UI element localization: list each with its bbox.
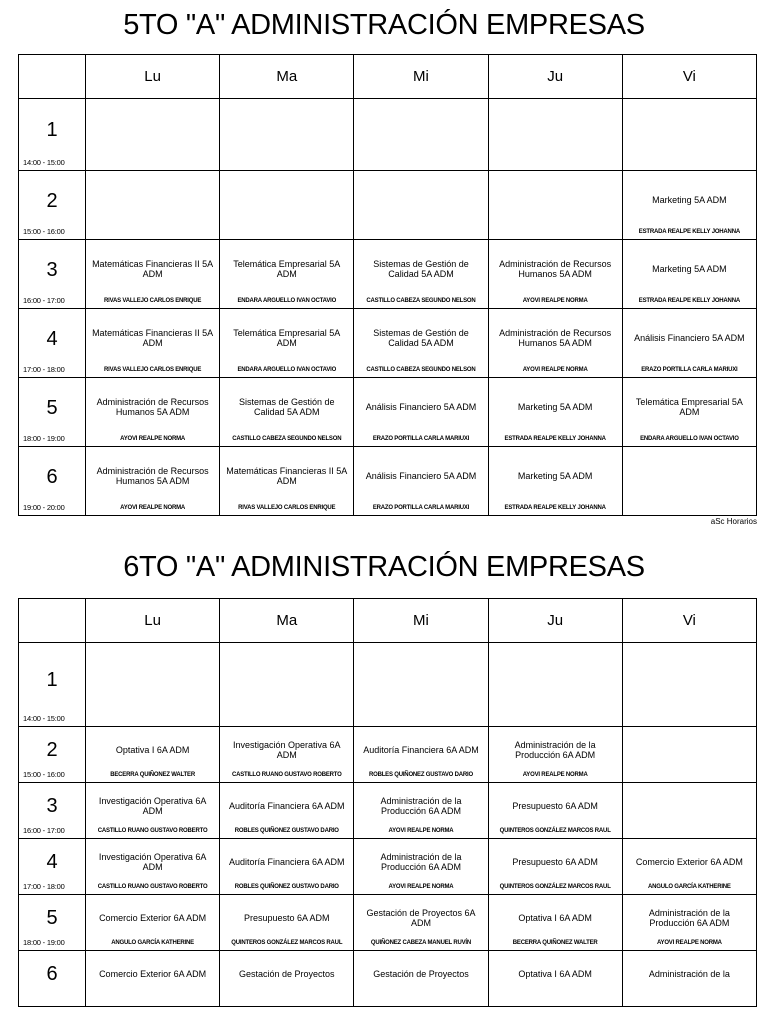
class-cell bbox=[354, 309, 488, 378]
period-cell bbox=[19, 783, 86, 839]
class-cell bbox=[354, 378, 488, 447]
teacher-label: AYOVI REALPE NORMA bbox=[120, 436, 186, 442]
subject-label: Optativa I 6A ADM bbox=[518, 912, 592, 923]
subject-label: Comercio Exterior 6A ADM bbox=[99, 968, 207, 979]
period-cell bbox=[19, 309, 86, 378]
period-time: 18:00 - 19:00 bbox=[23, 938, 65, 947]
subject-label: Investigación Operativa 6A ADM bbox=[98, 795, 207, 816]
teacher-label: QUIÑONEZ CABEZA MANUEL RUVÍN bbox=[370, 940, 471, 946]
class-cell bbox=[86, 99, 220, 171]
class-cell bbox=[220, 99, 354, 171]
class-cell bbox=[488, 171, 622, 240]
schedule-title: 6TO "A" ADMINISTRACIÓN EMPRESAS bbox=[123, 551, 645, 583]
period-number: 1 bbox=[46, 119, 58, 141]
subject-label: Administración de Recursos Humanos 5A ADM bbox=[499, 259, 612, 279]
table-row bbox=[19, 240, 757, 309]
class-cell bbox=[622, 839, 756, 895]
teacher-label: ENDARA ARGUELLO IVAN OCTAVIO bbox=[640, 436, 739, 442]
teacher-label: ANGULO GARCÍA KATHERINE bbox=[111, 940, 194, 946]
corner-cell bbox=[19, 599, 86, 643]
period-time: 16:00 - 17:00 bbox=[23, 826, 65, 835]
class-cell bbox=[354, 171, 488, 240]
subject-label: Administración de la Producción 6A ADM bbox=[514, 739, 596, 760]
table-row bbox=[19, 951, 757, 1007]
class-cell bbox=[488, 783, 622, 839]
teacher-label: CASTILLO RUANO GUSTAVO ROBERTO bbox=[231, 772, 342, 778]
class-cell bbox=[488, 727, 622, 783]
class-cell bbox=[86, 783, 220, 839]
class-cell bbox=[354, 839, 488, 895]
class-cell bbox=[86, 309, 220, 378]
subject-label: Comercio Exterior 6A ADM bbox=[99, 912, 207, 923]
teacher-label: ERAZO PORTILLA CARLA MARIUXI bbox=[372, 436, 470, 442]
teacher-label: RIVAS VALLEJO CARLOS ENRIQUE bbox=[238, 505, 336, 511]
teacher-label: AYOVI REALPE NORMA bbox=[388, 884, 454, 890]
subject-label: Auditoría Financiera 6A ADM bbox=[229, 856, 345, 867]
class-cell bbox=[220, 643, 354, 727]
teacher-label: ESTRADA REALPE KELLY JOHANNA bbox=[504, 505, 606, 511]
day-header: Ju bbox=[488, 599, 622, 643]
class-cell bbox=[622, 895, 756, 951]
teacher-label: AYOVI REALPE NORMA bbox=[656, 940, 722, 946]
teacher-label: ERAZO PORTILLA CARLA MARIUXI bbox=[641, 367, 738, 373]
class-cell bbox=[622, 240, 756, 309]
subject-label: Telemática Empresarial 5A ADM bbox=[635, 397, 743, 417]
day-header: Ju bbox=[488, 55, 622, 99]
class-cell bbox=[220, 309, 354, 378]
table-row bbox=[19, 171, 757, 240]
teacher-label: QUINTEROS GONZÁLEZ MARCOS RAUL bbox=[499, 828, 611, 834]
class-cell bbox=[86, 727, 220, 783]
teacher-label: ERAZO PORTILLA CARLA MARIUXI bbox=[372, 505, 470, 511]
subject-label: Administración de la Producción 6A ADM bbox=[380, 795, 462, 816]
class-cell bbox=[86, 951, 220, 1007]
class-cell bbox=[86, 171, 220, 240]
class-cell bbox=[354, 951, 488, 1007]
subject-label: Análisis Financiero 5A ADM bbox=[365, 471, 477, 481]
subject-label: Presupuesto 6A ADM bbox=[512, 800, 598, 811]
footer-credit: aSc Horarios bbox=[710, 517, 757, 526]
subject-label: Administración de Recursos Humanos 5A ADM bbox=[96, 397, 209, 417]
period-number: 5 bbox=[46, 396, 58, 419]
day-header: Mi bbox=[354, 599, 488, 643]
teacher-label: AYOVI REALPE NORMA bbox=[388, 828, 454, 834]
period-cell bbox=[19, 727, 86, 783]
subject-label: Marketing 5A ADM bbox=[517, 471, 593, 481]
day-header: Ma bbox=[220, 599, 354, 643]
period-number: 2 bbox=[46, 739, 58, 761]
subject-label: Auditoría Financiera 6A ADM bbox=[363, 744, 479, 755]
day-header: Mi bbox=[354, 55, 488, 99]
teacher-label: BECERRA QUIÑONEZ WALTER bbox=[512, 940, 598, 946]
subject-label: Administración de Recursos Humanos 5A ADM bbox=[499, 328, 612, 348]
period-cell bbox=[19, 447, 86, 516]
corner-cell bbox=[19, 55, 86, 99]
teacher-label: ESTRADA REALPE KELLY JOHANNA bbox=[638, 298, 740, 304]
class-cell bbox=[354, 783, 488, 839]
class-cell bbox=[622, 643, 756, 727]
teacher-label: ESTRADA REALPE KELLY JOHANNA bbox=[638, 229, 740, 235]
subject-label: Sistemas de Gestión de Calidad 5A ADM bbox=[373, 328, 469, 348]
class-cell bbox=[622, 783, 756, 839]
period-cell bbox=[19, 643, 86, 727]
day-header: Vi bbox=[622, 55, 756, 99]
teacher-label: CASTILLO CABEZA SEGUNDO NELSON bbox=[232, 436, 342, 442]
teacher-label: QUINTEROS GONZÁLEZ MARCOS RAUL bbox=[231, 940, 343, 946]
subject-label: Administración de la Producción 6A ADM bbox=[380, 851, 462, 872]
teacher-label: AYOVI REALPE NORMA bbox=[522, 772, 588, 778]
teacher-label: BECERRA QUIÑONEZ WALTER bbox=[110, 772, 195, 778]
period-number: 2 bbox=[46, 189, 58, 212]
teacher-label: CASTILLO RUANO GUSTAVO ROBERTO bbox=[97, 828, 208, 834]
subject-label: Análisis Financiero 5A ADM bbox=[365, 402, 477, 412]
period-time: 14:00 - 15:00 bbox=[23, 714, 65, 723]
table-row bbox=[19, 643, 757, 727]
class-cell bbox=[220, 839, 354, 895]
table-row bbox=[19, 839, 757, 895]
subject-label: Matemáticas Financieras II 5A ADM bbox=[226, 466, 348, 486]
teacher-label: ENDARA ARGUELLO IVAN OCTAVIO bbox=[237, 367, 337, 373]
class-cell bbox=[622, 99, 756, 171]
period-cell bbox=[19, 99, 86, 171]
teacher-label: CASTILLO CABEZA SEGUNDO NELSON bbox=[366, 298, 476, 304]
class-cell bbox=[86, 895, 220, 951]
timetable bbox=[18, 54, 757, 516]
table-row bbox=[19, 727, 757, 783]
subject-label: Investigación Operativa 6A ADM bbox=[233, 739, 341, 760]
timetable bbox=[18, 598, 757, 1007]
class-cell bbox=[488, 99, 622, 171]
table-row bbox=[19, 783, 757, 839]
period-time: 15:00 - 16:00 bbox=[23, 770, 65, 779]
period-cell bbox=[19, 839, 86, 895]
day-header: Lu bbox=[86, 55, 220, 99]
class-cell bbox=[86, 447, 220, 516]
class-cell bbox=[354, 240, 488, 309]
subject-label: Sistemas de Gestión de Calidad 5A ADM bbox=[373, 259, 469, 279]
subject-label: Auditoría Financiera 6A ADM bbox=[229, 800, 345, 811]
period-number: 1 bbox=[46, 669, 58, 691]
header-row bbox=[19, 599, 757, 643]
period-time: 15:00 - 16:00 bbox=[23, 227, 65, 236]
period-time: 14:00 - 15:00 bbox=[23, 158, 65, 167]
day-header: Vi bbox=[622, 599, 756, 643]
class-cell bbox=[354, 643, 488, 727]
class-cell bbox=[488, 447, 622, 516]
teacher-label: QUINTEROS GONZÁLEZ MARCOS RAUL bbox=[499, 884, 611, 890]
period-number: 6 bbox=[46, 465, 58, 488]
class-cell bbox=[622, 447, 756, 516]
class-cell bbox=[488, 309, 622, 378]
day-header: Ma bbox=[220, 55, 354, 99]
class-cell bbox=[622, 309, 756, 378]
class-cell bbox=[622, 378, 756, 447]
period-number: 4 bbox=[46, 851, 58, 873]
teacher-label: CASTILLO RUANO GUSTAVO ROBERTO bbox=[97, 884, 208, 890]
class-cell bbox=[220, 895, 354, 951]
class-cell bbox=[220, 951, 354, 1007]
class-cell bbox=[220, 727, 354, 783]
class-cell bbox=[354, 895, 488, 951]
class-cell bbox=[220, 783, 354, 839]
subject-label: Presupuesto 6A ADM bbox=[512, 856, 598, 867]
class-cell bbox=[622, 951, 756, 1007]
subject-label: Administración de la bbox=[648, 968, 730, 979]
teacher-label: ENDARA ARGUELLO IVAN OCTAVIO bbox=[237, 298, 337, 304]
schedule-6to-a bbox=[0, 550, 768, 1007]
teacher-label: AYOVI REALPE NORMA bbox=[522, 298, 588, 304]
subject-label: Sistemas de Gestión de Calidad 5A ADM bbox=[239, 397, 335, 417]
teacher-label: RIVAS VALLEJO CARLOS ENRIQUE bbox=[103, 367, 202, 373]
subject-label: Telemática Empresarial 5A ADM bbox=[233, 259, 341, 279]
subject-label: Comercio Exterior 6A ADM bbox=[635, 856, 743, 867]
subject-label: Marketing 5A ADM bbox=[652, 195, 727, 205]
teacher-label: ROBLES QUIÑONEZ GUSTAVO DARIO bbox=[368, 772, 473, 778]
class-cell bbox=[86, 240, 220, 309]
class-cell bbox=[220, 240, 354, 309]
subject-label: Matemáticas Financieras II 5A ADM bbox=[92, 328, 214, 348]
period-cell bbox=[19, 240, 86, 309]
subject-label: Optativa I 6A ADM bbox=[115, 744, 190, 755]
subject-label: Gestación de Proyectos bbox=[239, 968, 335, 979]
teacher-label: ANGULO GARCÍA KATHERINE bbox=[648, 884, 731, 890]
class-cell bbox=[220, 171, 354, 240]
subject-label: Análisis Financiero 5A ADM bbox=[634, 333, 745, 343]
class-cell bbox=[488, 895, 622, 951]
period-number: 5 bbox=[46, 907, 58, 929]
subject-label: Optativa I 6A ADM bbox=[518, 968, 592, 979]
subject-label: Investigación Operativa 6A ADM bbox=[98, 851, 207, 872]
class-cell bbox=[220, 378, 354, 447]
class-cell bbox=[622, 727, 756, 783]
table-row bbox=[19, 447, 757, 516]
period-time: 18:00 - 19:00 bbox=[23, 434, 65, 443]
table-row bbox=[19, 99, 757, 171]
class-cell bbox=[488, 240, 622, 309]
period-time: 19:00 - 20:00 bbox=[23, 503, 65, 512]
table-row bbox=[19, 309, 757, 378]
period-number: 3 bbox=[46, 795, 58, 817]
subject-label: Marketing 5A ADM bbox=[517, 402, 593, 412]
period-time: 17:00 - 18:00 bbox=[23, 365, 65, 374]
class-cell bbox=[488, 378, 622, 447]
subject-label: Marketing 5A ADM bbox=[652, 264, 727, 274]
class-cell bbox=[354, 727, 488, 783]
teacher-label: AYOVI REALPE NORMA bbox=[120, 505, 186, 511]
period-number: 3 bbox=[46, 258, 58, 281]
period-cell bbox=[19, 171, 86, 240]
subject-label: Administración de la Producción 6A ADM bbox=[648, 907, 730, 928]
class-cell bbox=[354, 99, 488, 171]
subject-label: Presupuesto 6A ADM bbox=[244, 912, 330, 923]
period-time: 16:00 - 17:00 bbox=[23, 296, 65, 305]
teacher-label: ESTRADA REALPE KELLY JOHANNA bbox=[504, 436, 606, 442]
period-cell bbox=[19, 895, 86, 951]
class-cell bbox=[488, 643, 622, 727]
class-cell bbox=[354, 447, 488, 516]
header-row bbox=[19, 55, 757, 99]
subject-label: Gestación de Proyectos 6A ADM bbox=[366, 907, 476, 928]
period-number: 6 bbox=[46, 963, 58, 985]
teacher-label: AYOVI REALPE NORMA bbox=[522, 367, 588, 373]
day-header: Lu bbox=[86, 599, 220, 643]
table-row bbox=[19, 895, 757, 951]
class-cell bbox=[622, 171, 756, 240]
teacher-label: ROBLES QUIÑONEZ GUSTAVO DARIO bbox=[234, 884, 339, 890]
subject-label: Matemáticas Financieras II 5A ADM bbox=[92, 259, 214, 279]
period-number: 4 bbox=[46, 327, 58, 350]
table-row bbox=[19, 378, 757, 447]
class-cell bbox=[488, 951, 622, 1007]
period-time: 17:00 - 18:00 bbox=[23, 882, 65, 891]
period-cell bbox=[19, 951, 86, 1007]
subject-label: Gestación de Proyectos bbox=[373, 968, 469, 979]
schedule-5to-a bbox=[0, 8, 768, 526]
class-cell bbox=[86, 839, 220, 895]
teacher-label: ROBLES QUIÑONEZ GUSTAVO DARIO bbox=[234, 828, 339, 834]
subject-label: Telemática Empresarial 5A ADM bbox=[233, 328, 341, 348]
subject-label: Administración de Recursos Humanos 5A ADM bbox=[96, 466, 209, 486]
schedule-title: 5TO "A" ADMINISTRACIÓN EMPRESAS bbox=[123, 9, 645, 41]
class-cell bbox=[86, 643, 220, 727]
teacher-label: CASTILLO CABEZA SEGUNDO NELSON bbox=[366, 367, 476, 373]
teacher-label: RIVAS VALLEJO CARLOS ENRIQUE bbox=[103, 298, 202, 304]
class-cell bbox=[220, 447, 354, 516]
class-cell bbox=[86, 378, 220, 447]
class-cell bbox=[488, 839, 622, 895]
period-cell bbox=[19, 378, 86, 447]
